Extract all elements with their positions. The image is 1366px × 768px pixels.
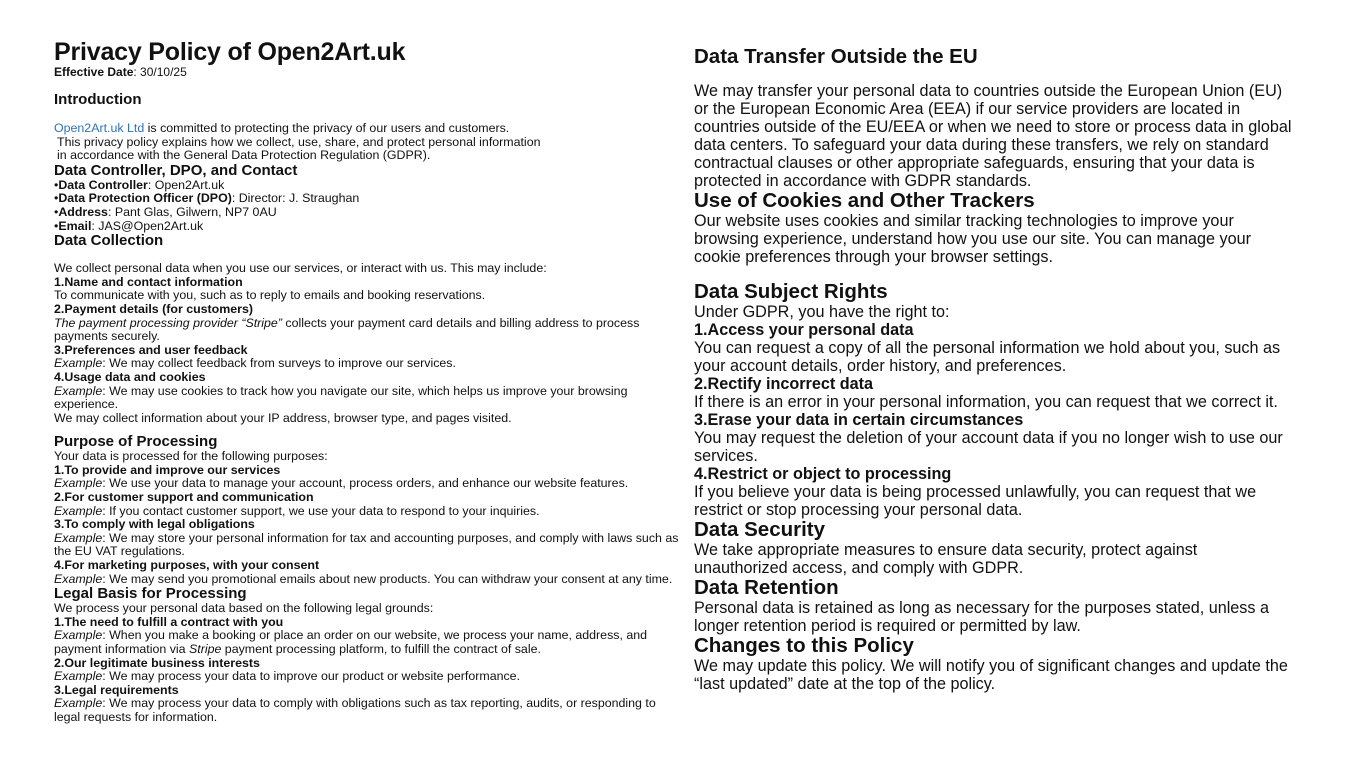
- rights-item-title: 4.Restrict or object to processing: [694, 465, 952, 483]
- section-heading-cookies: Use of Cookies and Other Trackers: [694, 189, 1035, 212]
- effective-date-label: Effective Date: [54, 65, 134, 79]
- legal-item-text: Example: We may process your data to improve our product or website performance.: [54, 669, 521, 684]
- dpo-item: •Data Protection Officer (DPO): Director: J. Straughan: [54, 191, 360, 206]
- right-column: [694, 46, 1294, 693]
- purpose-intro: Your data is processed for the following purposes:: [54, 449, 328, 464]
- legal-item-title: 1.The need to fulfill a contract with you: [54, 614, 284, 629]
- purpose-item-title: 3.To comply with legal obligations: [54, 517, 255, 532]
- legal-item-title: 3.Legal requirements: [54, 682, 179, 697]
- section-heading-transfer: Data Transfer Outside the EU: [694, 45, 978, 68]
- legal-item-text: Example: We may process your data to comply with obligations such as tax reporting, audits, or responding to legal requests for information.: [54, 696, 656, 724]
- section-heading-security: Data Security: [694, 518, 826, 541]
- changes-text: We may update this policy. We will notify you of significant changes and update the “last updated” date at the top of the policy.: [694, 657, 1288, 693]
- purpose-item-text: Example: We use your data to manage your account, process orders, and enhance our website features.: [54, 476, 629, 491]
- security-text: We take appropriate measures to ensure data security, protect against unauthorized access, and comply with GDPR.: [694, 541, 1198, 577]
- company-link[interactable]: Open2Art.uk Ltd: [54, 121, 145, 135]
- rights-item-text: You can request a copy of all the personal information we hold about you, such as your account details, order history, and preferences.: [694, 339, 1281, 375]
- section-heading-rights: Data Subject Rights: [694, 280, 888, 303]
- left-column: [54, 38, 684, 725]
- rights-item-text: If there is an error in your personal information, you can request that we correct it.: [694, 393, 1278, 411]
- collection-intro: We collect personal data when you use our services, or interact with us. This may include:: [54, 261, 547, 276]
- section-heading-retention: Data Retention: [694, 576, 839, 599]
- section-heading-changes: Changes to this Policy: [694, 634, 914, 657]
- rights-item-title: 3.Erase your data in certain circumstances: [694, 411, 1024, 429]
- legal-item-text: Example: When you make a booking or place an order on our website, we process your name, address, and payment information via Stripe payment processing platform, to fulfill the contract of sale.: [54, 628, 648, 656]
- purpose-item-title: 2.For customer support and communication: [54, 490, 314, 505]
- collection-item-text: The payment processing provider “Stripe” collects your payment card details and billing address to process payments securely.: [54, 315, 640, 344]
- collection-item-title: 4.Usage data and cookies: [54, 369, 206, 384]
- purpose-item-text: Example: We may send you promotional emails about new products. You can withdraw your consent at any time.: [54, 571, 673, 586]
- purpose-item-title: 1.To provide and improve our services: [54, 462, 281, 477]
- collection-item-title: 3.Preferences and user feedback: [54, 342, 248, 357]
- collection-footer: We may collect information about your IP address, browser type, and pages visited.: [54, 410, 512, 425]
- section-heading-controller: Data Controller, DPO, and Contact: [54, 161, 298, 179]
- collection-item-title: 1.Name and contact information: [54, 274, 243, 289]
- legal-item-title: 2.Our legitimate business interests: [54, 655, 260, 670]
- legal-intro: We process your personal data based on the following legal grounds:: [54, 601, 434, 616]
- cookies-text: Our website uses cookies and similar tracking technologies to improve your browsing experience, understand how you use our site. You can manage your cookie preferences through your browser settings.: [694, 212, 1252, 266]
- email-item: •Email: JAS@Open2Art.uk: [54, 218, 204, 233]
- address-item: •Address: Pant Glas, Gilwern, NP7 0AU: [54, 204, 277, 219]
- retention-text: Personal data is retained as long as necessary for the purposes stated, unless a longer retention period is required or permitted by law.: [694, 599, 1269, 635]
- transfer-text: We may transfer your personal data to countries outside the European Union (EU) or the European Economic Area (EEA) if our service providers are located in countries outside of the EU/EEA or when we need to store or process data in global data centers. To safeguard your data during these transfers, we rely on standard contractual clauses or other appropriate safeguards, ensuring that your data is protected in accordance with GDPR standards.: [694, 82, 1292, 190]
- controller-item: •Data Controller: Open2Art.uk: [54, 177, 225, 192]
- collection-item-title: 2.Payment details (for customers): [54, 301, 254, 316]
- rights-item-title: 1.Access your personal data: [694, 321, 914, 339]
- purpose-item-text: Example: We may store your personal information for tax and accounting purposes, and comply with laws such as the EU VAT regulations.: [54, 530, 679, 559]
- rights-item-text: If you believe your data is being processed unlawfully, you can request that we restrict or stop processing your personal data.: [694, 483, 1257, 519]
- intro-line-1: Open2Art.uk Ltd is committed to protecting the privacy of our users and customers.: [54, 121, 510, 135]
- rights-item-title: 2.Rectify incorrect data: [694, 375, 874, 393]
- page-title: Privacy Policy of Open2Art.uk: [54, 38, 406, 66]
- intro-line-2: This privacy policy explains how we collect, use, share, and protect personal information: [57, 134, 541, 149]
- effective-date-value: : 30/10/25: [133, 65, 187, 79]
- section-heading-legal: Legal Basis for Processing: [54, 585, 247, 603]
- collection-item-text: To communicate with you, such as to reply to emails and booking reservations.: [54, 288, 486, 303]
- section-heading-purpose: Purpose of Processing: [54, 433, 218, 451]
- effective-date: [54, 66, 684, 79]
- collection-item-text: Example: We may collect feedback from surveys to improve our services.: [54, 356, 456, 371]
- purpose-item-text: Example: If you contact customer support, we use your data to respond to your inquiries.: [54, 503, 540, 518]
- rights-intro: Under GDPR, you have the right to:: [694, 303, 950, 321]
- collection-item-text: Example: We may use cookies to track how you navigate our site, which helps us improve your browsing experience.: [54, 383, 628, 412]
- section-heading-introduction: Introduction: [54, 91, 142, 108]
- section-heading-collection: Data Collection: [54, 232, 164, 250]
- purpose-item-title: 4.For marketing purposes, with your consent: [54, 558, 320, 573]
- intro-line-3: in accordance with the General Data Protection Regulation (GDPR).: [57, 148, 431, 163]
- rights-item-text: You may request the deletion of your account data if you no longer wish to use our services.: [694, 429, 1283, 465]
